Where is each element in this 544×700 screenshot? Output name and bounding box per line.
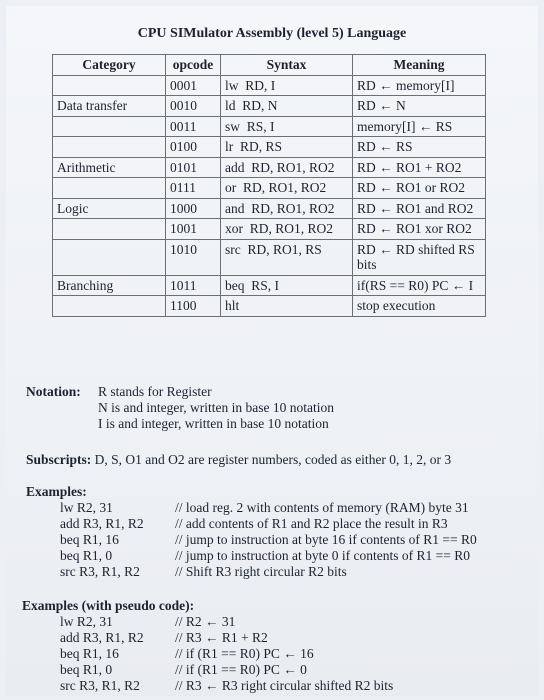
operands: RD, RO1, RO2 xyxy=(251,159,335,175)
meaning-cell: RD ← RO1 + RO2 xyxy=(353,157,486,178)
operands: RD, RO1, RO2 xyxy=(243,180,327,196)
pseudo-example-code: src R3, R1, R2 xyxy=(60,678,140,693)
pseudo-example-comment: // if (R1 == R0) PC ← 0 xyxy=(175,662,307,677)
category-cell xyxy=(53,296,166,317)
syntax-cell xyxy=(221,157,353,178)
operands: RD, RO1, RO2 xyxy=(249,221,334,237)
example-code: beq R1, 16 xyxy=(60,532,119,547)
syntax-cell xyxy=(221,96,353,117)
mnemonic: add xyxy=(225,159,245,175)
category-cell: Logic xyxy=(53,198,166,219)
table-row xyxy=(53,137,486,158)
operands: RD, RO1, RS xyxy=(247,241,322,257)
table-row xyxy=(53,198,486,219)
example-comment: // add contents of R1 and R2 place the result in R3 xyxy=(175,516,448,531)
table-row xyxy=(53,75,486,96)
mnemonic: ld xyxy=(225,98,236,114)
opcode-cell: 1100 xyxy=(166,296,221,317)
syntax-cell xyxy=(221,137,353,158)
table-header-row xyxy=(53,55,486,76)
category-cell: Arithmetic xyxy=(53,157,166,178)
mnemonic: sw xyxy=(225,118,241,134)
opcode-cell: 0101 xyxy=(166,157,221,178)
pseudo-example-comment: // R2 ← 31 xyxy=(175,614,236,629)
example-line xyxy=(60,516,526,532)
example-comment: // load reg. 2 with contents of memory (RAM) byte 31 xyxy=(175,500,469,515)
category-cell: Data transfer xyxy=(53,96,166,117)
table-row xyxy=(53,296,486,317)
meaning-cell: RD ← N xyxy=(353,96,486,117)
operands: RD, RO1, RO2 xyxy=(251,200,335,216)
example-line xyxy=(60,500,526,516)
meaning-cell: RD ← RO1 xor RO2 xyxy=(353,219,486,240)
table-row xyxy=(53,157,486,178)
syntax-cell xyxy=(221,219,353,240)
meaning-cell: stop execution xyxy=(353,296,486,317)
meaning-cell: memory[I] ← RS xyxy=(353,116,486,137)
pseudo-example-line xyxy=(60,646,522,662)
example-line xyxy=(60,532,526,548)
document-title: CPU SIMulator Assembly (level 5) Language xyxy=(137,26,407,41)
operands: RS, I xyxy=(251,277,280,293)
opcode-cell: 0111 xyxy=(166,178,221,199)
header-syntax: Syntax xyxy=(221,55,353,76)
pseudo-example-code: lw R2, 31 xyxy=(60,614,113,629)
syntax-cell xyxy=(221,239,353,275)
notation-block xyxy=(26,384,334,432)
category-cell xyxy=(53,137,166,158)
subscripts-text: D, S, O1 and O2 are register numbers, coded as either 0, 1, 2, or 3 xyxy=(94,452,452,467)
pseudo-examples-block xyxy=(22,598,522,694)
syntax-cell xyxy=(221,116,353,137)
mnemonic: lr xyxy=(225,139,234,155)
category-cell xyxy=(53,178,166,199)
opcode-cell: 1000 xyxy=(166,198,221,219)
mnemonic: xor xyxy=(225,221,243,237)
table-row xyxy=(53,96,486,117)
category-cell xyxy=(53,116,166,137)
instruction-table xyxy=(52,54,486,317)
header-opcode: opcode xyxy=(166,55,221,76)
pseudo-example-line xyxy=(60,662,522,678)
subscripts-block xyxy=(26,452,451,468)
table-row xyxy=(53,239,486,275)
pseudo-example-comment: // R3 ← R3 right circular shifted R2 bits xyxy=(175,678,394,693)
pseudo-example-code: add R3, R1, R2 xyxy=(60,630,144,645)
pseudo-example-code: beq R1, 0 xyxy=(60,662,113,677)
mnemonic: hlt xyxy=(225,298,240,314)
example-comment: // jump to instruction at byte 16 if contents of R1 == R0 xyxy=(175,532,477,547)
mnemonic: src xyxy=(225,241,241,257)
notation-label: Notation: xyxy=(26,384,81,399)
syntax-cell xyxy=(221,178,353,199)
example-code: add R3, R1, R2 xyxy=(60,516,144,531)
example-code: src R3, R1, R2 xyxy=(60,564,140,579)
syntax-cell xyxy=(221,75,353,96)
pseudo-example-code: beq R1, 16 xyxy=(60,646,119,661)
example-code: lw R2, 31 xyxy=(60,500,113,515)
pseudo-example-comment: // R3 ← R1 + R2 xyxy=(175,630,268,645)
meaning-cell: RD ← RD shifted RS bits xyxy=(353,239,486,275)
meaning-cell: RD ← memory[I] xyxy=(353,75,486,96)
pseudo-example-line xyxy=(60,614,522,630)
example-comment: // jump to instruction at byte 0 if contents of R1 == R0 xyxy=(175,548,470,563)
example-line xyxy=(60,564,526,580)
table-row xyxy=(53,178,486,199)
opcode-cell: 1011 xyxy=(166,275,221,296)
opcode-cell: 0100 xyxy=(166,137,221,158)
mnemonic: beq xyxy=(225,277,245,293)
pseudo-example-line xyxy=(60,678,522,694)
opcode-cell: 0011 xyxy=(166,116,221,137)
pseudo-examples-label: Examples (with pseudo code): xyxy=(22,598,195,613)
table-row xyxy=(53,219,486,240)
meaning-cell: RD ← RO1 and RO2 xyxy=(353,198,486,219)
table-row xyxy=(53,275,486,296)
operands: RD, N xyxy=(242,98,278,114)
header-meaning: Meaning xyxy=(353,55,486,76)
syntax-cell xyxy=(221,198,353,219)
example-comment: // Shift R3 right circular R2 bits xyxy=(175,564,347,579)
opcode-cell: 1001 xyxy=(166,219,221,240)
operands: RS, I xyxy=(246,118,275,134)
meaning-cell: if(RS == R0) PC ← I xyxy=(353,275,486,296)
opcode-cell: 0001 xyxy=(166,75,221,96)
meaning-cell: RD ← RS xyxy=(353,137,486,158)
category-cell xyxy=(53,239,166,275)
mnemonic: lw xyxy=(225,77,239,93)
operands: RD, RS xyxy=(240,139,283,155)
mnemonic: and xyxy=(225,200,245,216)
pseudo-example-comment: // if (R1 == R0) PC ← 16 xyxy=(175,646,314,661)
examples-label: Examples: xyxy=(26,484,87,499)
meaning-cell: RD ← RO1 or RO2 xyxy=(353,178,486,199)
category-cell: Branching xyxy=(53,275,166,296)
opcode-cell: 1010 xyxy=(166,239,221,275)
example-line xyxy=(60,548,526,564)
pseudo-example-line xyxy=(60,630,522,646)
category-cell xyxy=(53,219,166,240)
syntax-cell xyxy=(221,275,353,296)
syntax-cell xyxy=(221,296,353,317)
examples-block xyxy=(26,484,526,580)
header-category: Category xyxy=(53,55,166,76)
example-code: beq R1, 0 xyxy=(60,548,113,563)
subscripts-label: Subscripts: xyxy=(26,452,92,467)
mnemonic: or xyxy=(225,180,237,196)
notation-line: N is and integer, written in base 10 notation xyxy=(98,400,335,415)
category-cell xyxy=(53,75,166,96)
notation-line: R stands for Register xyxy=(98,384,212,399)
opcode-cell: 0010 xyxy=(166,96,221,117)
operands: RD, I xyxy=(245,77,276,93)
notation-line: I is and integer, written in base 10 notation xyxy=(98,416,329,431)
table-row xyxy=(53,116,486,137)
